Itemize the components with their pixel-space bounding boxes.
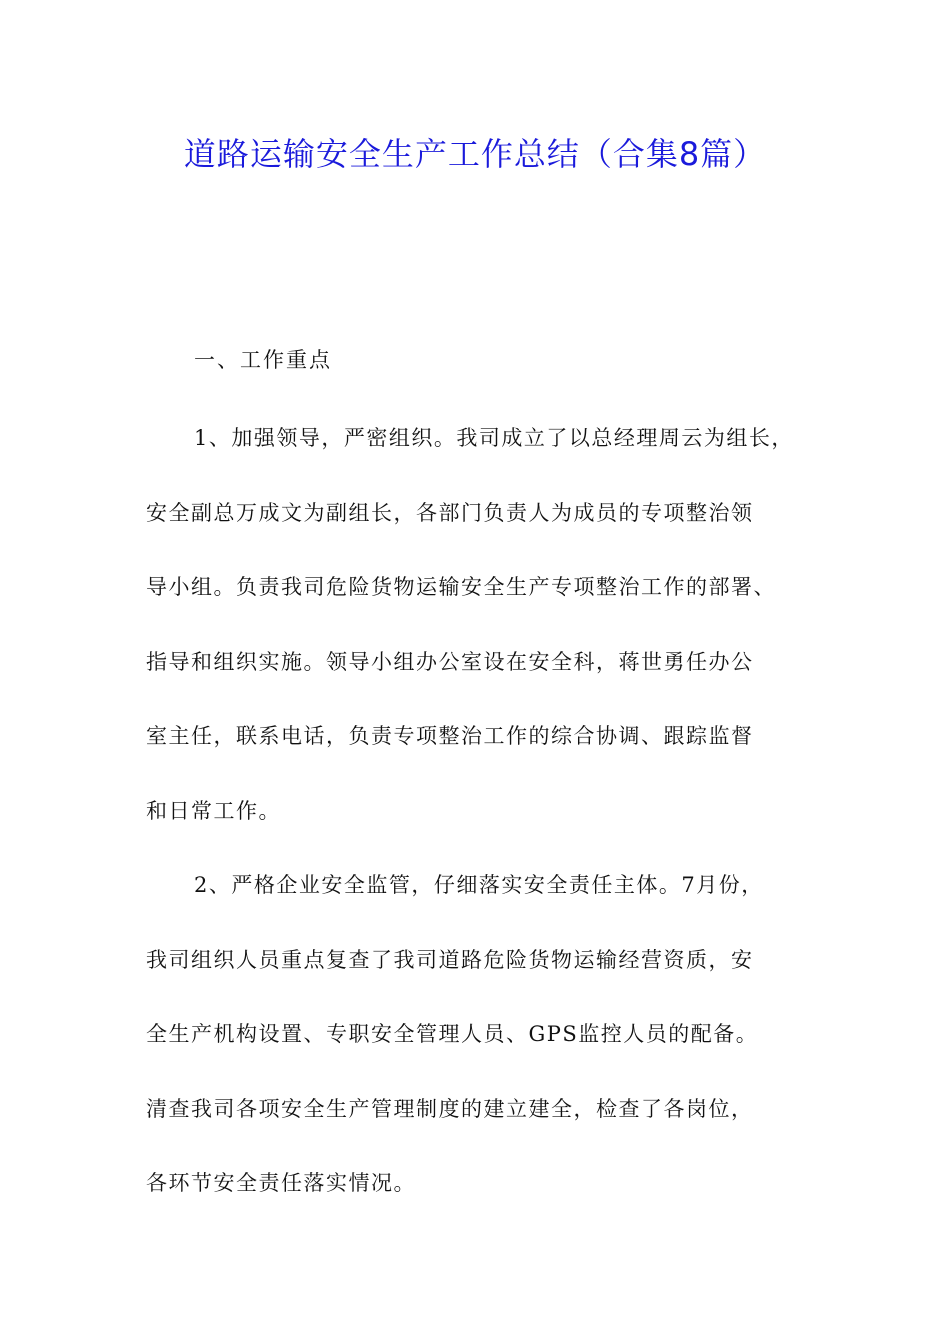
paragraph-line: 我司组织人员重点复查了我司道路危险货物运输经营资质，安 (146, 947, 754, 972)
paragraph-line: 清查我司各项安全生产管理制度的建立建全，检查了各岗位， (146, 1096, 754, 1121)
section-heading: 一、工作重点 (194, 348, 332, 372)
paragraph-line: 各环节安全责任落实情况。 (146, 1171, 416, 1195)
document-title: 道路运输安全生产工作总结（合集8篇） (183, 135, 767, 173)
paragraph-2 (146, 848, 834, 1221)
paragraph-line: 全生产机构设置、专职安全管理人员、GPS监控人员的配备。 (146, 1022, 759, 1046)
paragraph-line: 2、严格企业安全监管，仔细落实安全责任主体。7月份， (194, 873, 764, 897)
paragraph-line: 1、加强领导，严密组织。我司成立了以总经理周云为组长， (194, 426, 794, 450)
paragraph-line: 和日常工作。 (146, 798, 281, 823)
document-body (146, 340, 834, 1221)
paragraph-1 (146, 401, 834, 848)
paragraph-line: 导小组。负责我司危险货物运输安全生产专项整治工作的部署、 (146, 575, 776, 599)
paragraph-line: 室主任，联系电话，负责专项整治工作的综合协调、跟踪监督 (146, 724, 754, 748)
paragraph-line: 指导和组织实施。领导小组办公室设在安全科，蒋世勇任办公 (146, 649, 754, 674)
paragraph-line: 安全副总万成文为副组长，各部门负责人为成员的专项整治领 (146, 500, 754, 525)
